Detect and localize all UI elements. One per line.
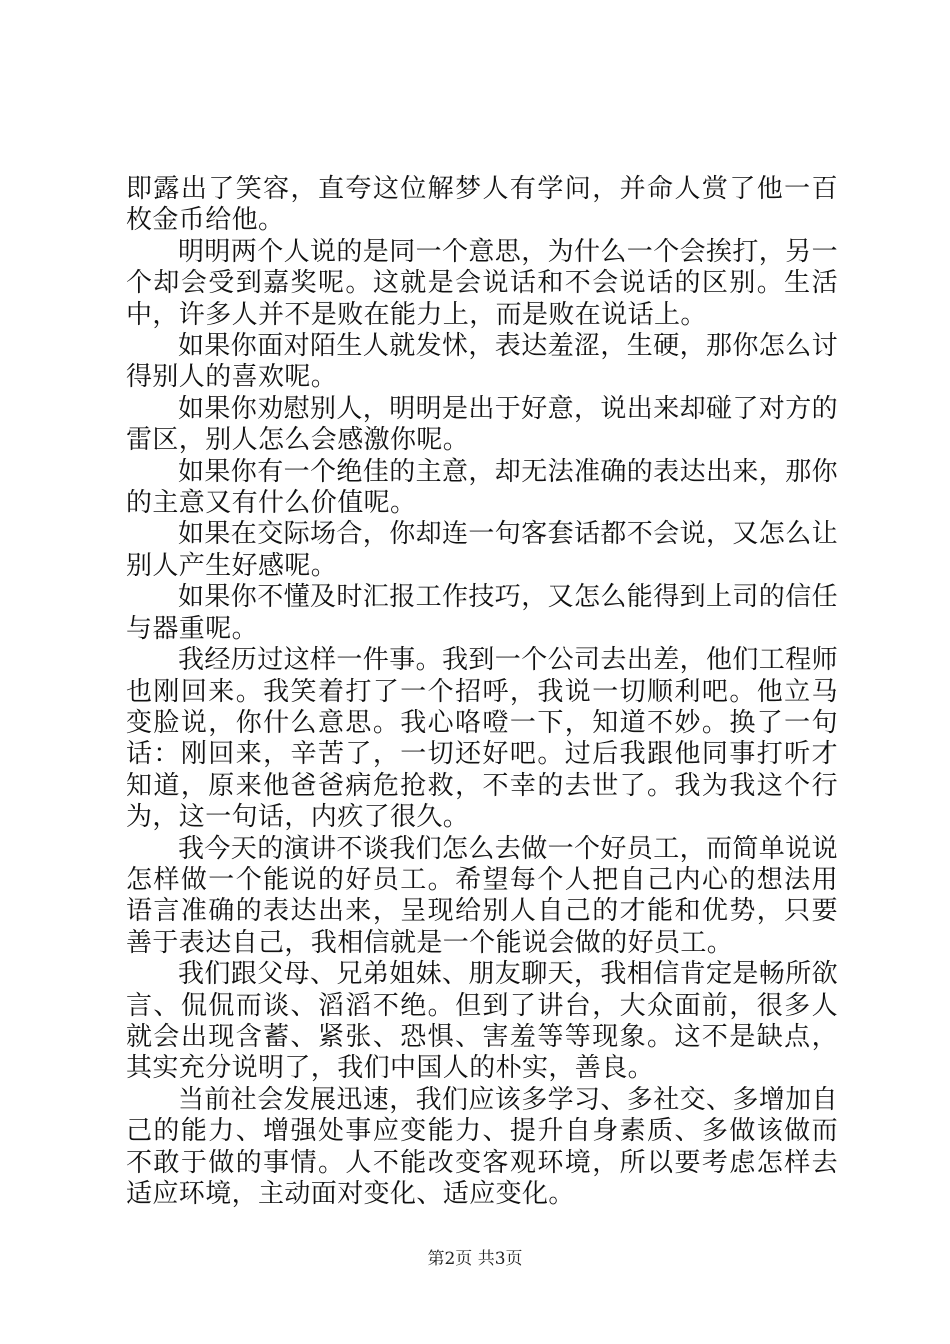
paragraph-4: 如果你劝慰别人，明明是出于好意，说出来却碰了对方的雷区，别人怎么会感激你呢。 <box>126 393 839 456</box>
paragraph-9: 我今天的演讲不谈我们怎么去做一个好员工，而简单说说怎样做一个能说的好员工。希望每个人把自己内心的想法用语言准确的表达出来，呈现给别人自己的才能和优势，只要善于表达自己，我相信就是一个能说会做的好员工。 <box>126 833 839 958</box>
paragraph-5: 如果你有一个绝佳的主意，却无法准确的表达出来，那你的主意又有什么价值呢。 <box>126 456 839 519</box>
paragraph-2: 明明两个人说的是同一个意思，为什么一个会挨打，另一个却会受到嘉奖呢。这就是会说话和不会说话的区别。生活中，许多人并不是败在能力上，而是败在说话上。 <box>126 236 839 330</box>
paragraph-3: 如果你面对陌生人就发怵，表达羞涩，生硬，那你怎么讨得别人的喜欢呢。 <box>126 331 839 393</box>
paragraph-7: 如果你不懂及时汇报工作技巧，又怎么能得到上司的信任与器重呢。 <box>126 582 839 644</box>
page-footer: 第2页 共3页 <box>427 1249 523 1269</box>
paragraph-10: 我们跟父母、兄弟姐妹、朋友聊天，我相信肯定是畅所欲言、侃侃而谈、滔滔不绝。但到了讲台，大众面前，很多人就会出现含蓄、紧张、恐惧、害羞等等现象。这不是缺点，其实充分说明了，我们中国人的朴实，善良。 <box>126 959 839 1084</box>
paragraph-1: 即露出了笑容，直夸这位解梦人有学问，并命人赏了他一百枚金币给他。 <box>126 174 838 236</box>
document-body <box>126 174 838 1210</box>
paragraph-11: 当前社会发展迅速，我们应该多学习、多社交、多增加自己的能力、增强处事应变能力、提升自身素质、多做该做而不敢于做的事情。人不能改变客观环境，所以要考虑怎样去适应环境，主动面对变化、适应变化。 <box>126 1084 839 1209</box>
paragraph-8: 我经历过这样一件事。我到一个公司去出差，他们工程师也刚回来。我笑着打了一个招呼，我说一切顺利吧。他立马变脸说，你什么意思。我心咯噔一下，知道不妙。换了一句话：刚回来，辛苦了，一切还好吧。过后我跟他同事打听才知道，原来他爸爸病危抢救，不幸的去世了。我为我这个行为，这一句话，内疚了很久。 <box>126 645 839 833</box>
paragraph-6: 如果在交际场合，你却连一句客套话都不会说，又怎么让别人产生好感呢。 <box>126 519 839 581</box>
